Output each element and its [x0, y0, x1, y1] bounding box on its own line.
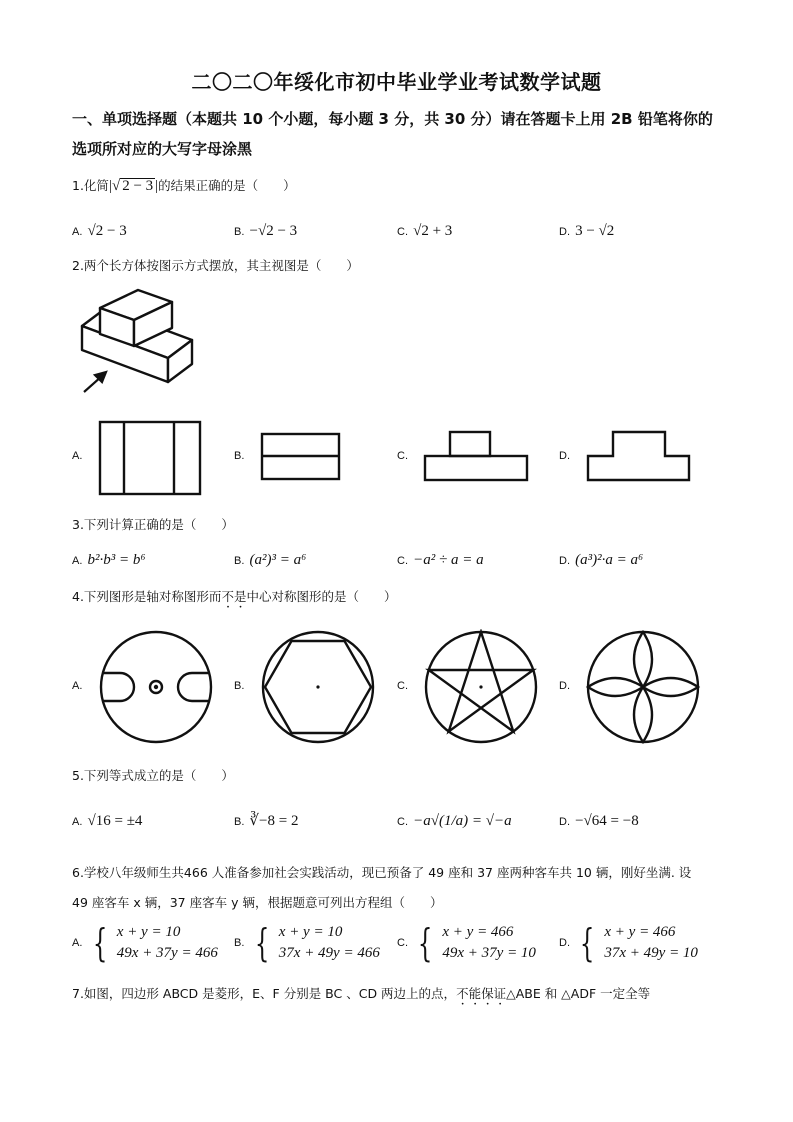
q2-option-c-label: C.: [397, 450, 408, 462]
q2-3d-figure: [78, 286, 198, 398]
q6-option-a-label: A.: [72, 937, 83, 949]
q3-option-c: −a² ÷ a = a: [413, 552, 484, 568]
q1-prefix: 1.化简: [72, 178, 109, 193]
q3-options: [72, 549, 732, 573]
q4-option-d-label: D.: [559, 680, 570, 692]
q4-text-b: 中心对称图形的是（ ）: [246, 589, 397, 604]
q1-options: [72, 220, 732, 242]
q1-suffix: 的结果正确的是（ ）: [158, 178, 296, 193]
q1-option-a-label: A.: [72, 226, 83, 238]
q5-option-a-label: A.: [72, 816, 83, 828]
q6-option-a-eq2: 49x + 37y = 466: [116, 945, 218, 961]
q5-option-b: ∛−8 = 2: [249, 813, 299, 829]
q3-option-d: (a³)²·a = a⁶: [575, 552, 644, 568]
q2-option-c-figure: [422, 430, 530, 482]
view-direction-arrow-icon: [84, 372, 106, 392]
q4-option-d-figure: [585, 629, 701, 745]
page-title: 二〇二〇年绥化市初中毕业学业考试数学试题: [191, 70, 602, 94]
q6-options: A. { x + y = 10 49x + 37y = 466 B. { x + y = 10 37x + 49y = 466 C. { x + y = 466 49x + 37y = 10 D. { x + y = 466 37x + 49y = 10: [72, 921, 698, 965]
q6-option-d-label: D.: [559, 937, 570, 949]
q5-option-a: √16 = ±4: [87, 813, 143, 829]
q5-options: [72, 810, 732, 844]
q6-option-b-eq2: 37x + 49y = 466: [278, 945, 380, 961]
q3-option-d-label: D.: [559, 555, 570, 567]
section-heading-line1: 一、单项选择题（本题共 10 个小题，每小题 3 分，共 30 分）请在答题卡上用 2B 铅笔将你的: [72, 110, 713, 128]
q1-radicand: 2 − 3: [122, 178, 154, 194]
q7-text-a: 7.如图，四边形 ABCD 是菱形，E、F 分别是 BC 、CD 两边上的点，: [72, 986, 457, 1001]
question-2: 2.两个长方体按图示方式摆放，其主视图是（ ）: [72, 258, 359, 273]
question-5: 5.下列等式成立的是（ ）: [72, 768, 234, 783]
q3-option-b: (a²)³ = a⁶: [249, 552, 307, 568]
q1-option-b-label: B.: [234, 226, 245, 238]
q4-text-a: 4.下列图形是轴对称图形而: [72, 589, 222, 604]
q6-line2: 49 座客车 x 辆，37 座客车 y 辆，根据题意可列出方程组（ ）: [72, 895, 443, 910]
section-heading-line2: 选项所对应的大写字母涂黑: [72, 140, 253, 158]
q5-option-d-label: D.: [559, 816, 570, 828]
q4-option-c-label: C.: [397, 680, 408, 692]
q6-option-b-label: B.: [234, 937, 245, 949]
q1-option-d-label: D.: [559, 226, 570, 238]
q6-option-d-eq1: x + y = 466: [604, 924, 676, 940]
q6-option-b-eq1: x + y = 10: [278, 924, 343, 940]
q3-option-c-label: C.: [397, 555, 408, 567]
q2-option-d-label: D.: [559, 450, 570, 462]
q1-expression: |√ 2 − 3 |: [108, 178, 159, 194]
question-7: [72, 984, 650, 1008]
q1-option-c: √2 + 3: [413, 223, 453, 239]
q1-option-d: 3 − √2: [575, 223, 615, 239]
q1-option-a: √2 − 3: [87, 223, 127, 239]
q4-text-emphasis: 不是: [221, 589, 247, 604]
q2-option-d-figure: [585, 430, 693, 482]
q6-option-c-eq2: 49x + 37y = 10: [442, 945, 536, 961]
q5-option-c-label: C.: [397, 816, 408, 828]
question-1: [72, 176, 296, 195]
q6-option-c-eq1: x + y = 466: [442, 924, 514, 940]
q5-option-d: −√64 = −8: [575, 813, 639, 829]
q6-option-c-label: C.: [397, 937, 408, 949]
q2-option-a-label: A.: [72, 450, 83, 462]
q2-option-b-label: B.: [234, 450, 245, 462]
q7-text-b: △ABE 和 △ADF 一定全等: [506, 986, 651, 1001]
q5-option-b-label: B.: [234, 816, 245, 828]
q2-option-b-figure: [260, 432, 342, 482]
q4-option-a-label: A.: [72, 680, 83, 692]
q4-option-c-figure: [423, 629, 539, 745]
section-heading: [72, 104, 732, 164]
q4-option-b-figure: [260, 629, 376, 745]
question-6: [72, 858, 691, 918]
q1-option-b: −√2 − 3: [249, 223, 298, 239]
q3-option-b-label: B.: [234, 555, 245, 567]
q6-line1: 6.学校八年级师生共466 人准备参加社会实践活动，现已预备了 49 座和 37 座两种客车共 10 辆，刚好坐满. 设: [72, 865, 692, 880]
q6-option-d-eq2: 37x + 49y = 10: [604, 945, 698, 961]
q2-options: [72, 418, 732, 498]
q6-option-a-eq1: x + y = 10: [116, 924, 181, 940]
q2-option-a-figure: [98, 420, 202, 496]
q3-option-a: b²·b³ = b⁶: [87, 552, 146, 568]
q4-option-a-figure: [98, 629, 214, 745]
q4-option-b-label: B.: [234, 680, 245, 692]
question-3: 3.下列计算正确的是（ ）: [72, 517, 234, 532]
question-4: [72, 587, 396, 611]
q7-text-emphasis: 不能保证: [456, 986, 507, 1001]
q5-option-c: −a√(1/a) = √−a: [413, 813, 512, 829]
q4-options: [72, 628, 732, 748]
q1-option-c-label: C.: [397, 226, 408, 238]
q3-option-a-label: A.: [72, 555, 83, 567]
